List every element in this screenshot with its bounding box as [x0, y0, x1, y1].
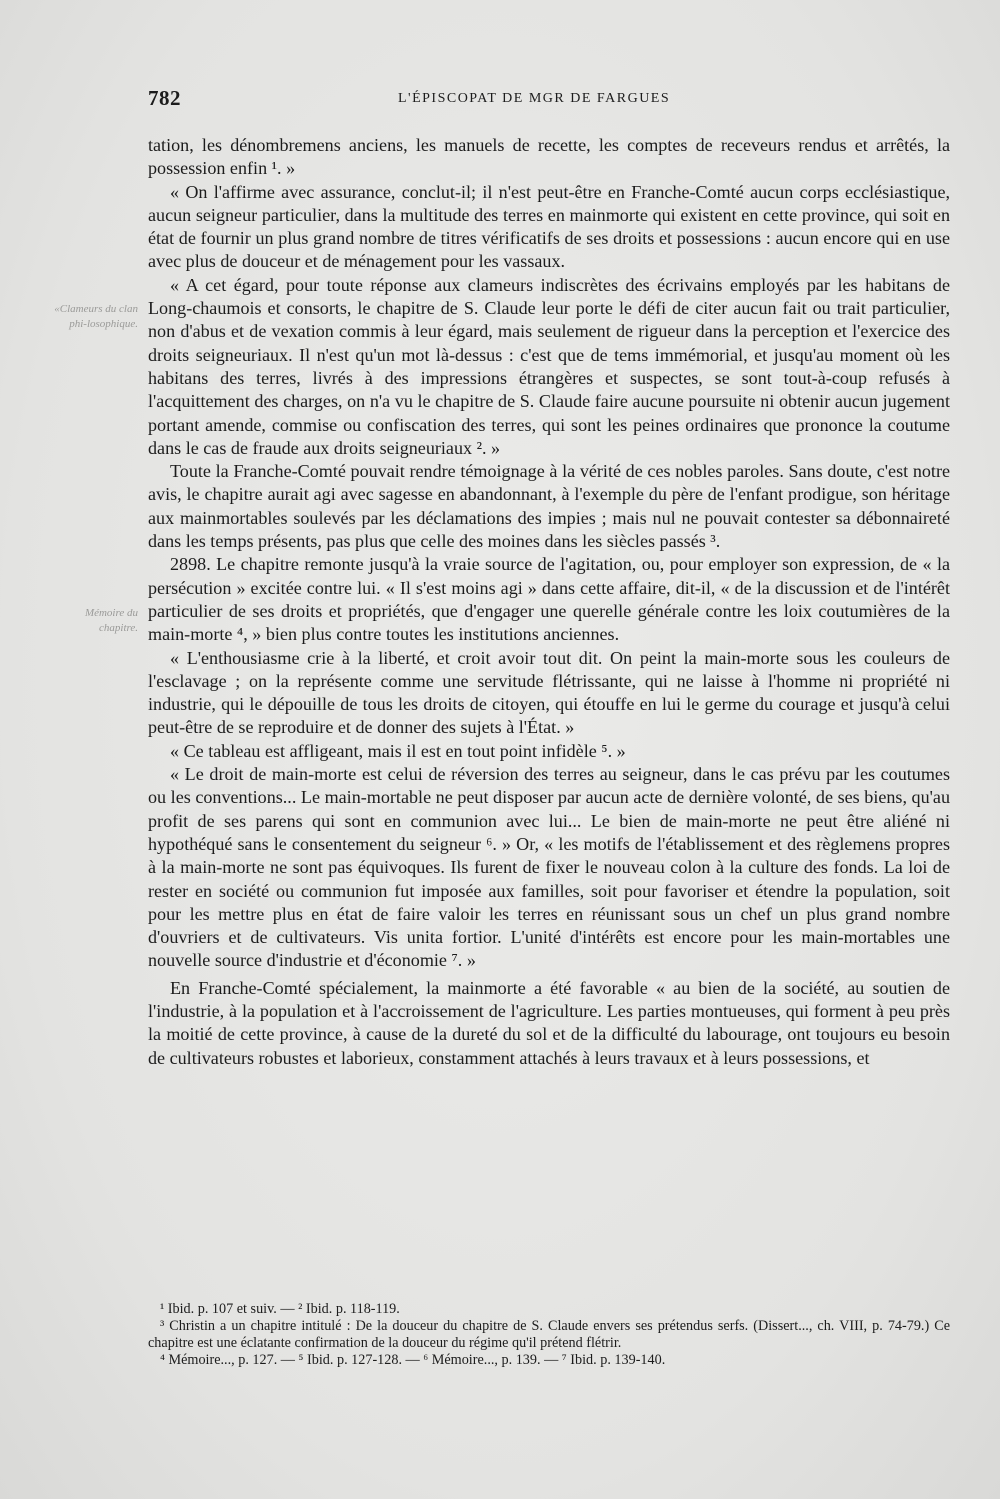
footnote: ³ Christin a un chapitre intitulé : De la douceur du chapitre de S. Claude envers ses prétendus serfs. (Dissert..., ch. VIII, p. 74-79.) Ce chapitre est une éclatante confirmation de la douceur du régime qu'il prétend flétrir.: [148, 1318, 950, 1351]
footnote: ⁴ Mémoire..., p. 127. — ⁵ Ibid. p. 127-128. — ⁶ Mémoire..., p. 139. — ⁷ Ibid. p. 139-140.: [160, 1352, 666, 1368]
paragraph: « A cet égard, pour toute réponse aux clameurs indiscrètes des écrivains employés par les habitans de Long-chaumois et consorts, le chapitre de S. Claude leur porte le défi de citer aucun fait ou trait particulier, non d'abus et de vexation commis à leur égard, mais seulement de rigueur dans la perception et l'exercice des droits seigneuriaux. Il n'est qu'un mot là-dessus : c'est que de tems immémorial, et jusqu'au moment où les habitans des terres, livrés à des impressions étrangères et suspectes, se sont tout-à-coup refusés à l'acquittement des charges, on n'a vu le chapitre de S. Claude faire aucune poursuite ni obtenir aucun jugement portant amende, commise ou confiscation des terres, qui sont les peines ordinaires que prononce la coutume dans le cas de fraude aux droits seigneuriaux ². »: [148, 274, 950, 458]
margin-note: Mémoire du chapitre.: [84, 607, 138, 634]
footnote: ¹ Ibid. p. 107 et suiv. — ² Ibid. p. 118-119.: [160, 1301, 400, 1317]
paragraph: tation, les dénombremens anciens, les manuels de recette, les comptes de receveurs rendus et arrêtés, la possession enfin ¹. »: [148, 135, 950, 179]
main-text: [148, 134, 950, 1070]
margin-note: «Clameurs du clan phi-losophique.: [54, 303, 138, 330]
paragraph: En Franche-Comté spécialement, la mainmorte a été favorable « au bien de la société, au soutien de l'industrie, à la population et à l'accroissement de l'agriculture. Les parties montueuses, qui forment à peu près la moitié de cette province, à cause de la dureté du sol et de la difficulté du labourage, ont toujours eu besoin de cultivateurs robustes et laborieux, constamment attachés à leurs travaux et à leurs possessions, et: [148, 977, 950, 1068]
paragraph: « Le droit de main-morte est celui de réversion des terres au seigneur, dans le cas prévu par les coutumes ou les conventions... Le main-mortable ne peut disposer par aucun acte de dernière volonté, de ses biens, qu'au profit de ses parens qui sont en communion avec lui... Le bien de main-morte ne peut être aliéné ni hypothéqué sans le consentement du seigneur ⁶. » Or, « les motifs de l'établissement et des règlemens propres à la main-morte ne sont pas équivoques. Ils furent de fixer le nouveau colon à la culture des fonds. La loi de rester en société ou communion fut imposée aux familles, soit pour favoriser et étendre la population, soit pour les mettre plus en état de faire valoir les terres en réunissant sous un chef un plus grand nombre d'ouvriers et de cultivateurs. Vis unita fortior. L'unité d'intérêts est encore pour les main-mortables une nouvelle source d'industrie et d'économie ⁷. »: [148, 764, 950, 971]
footnotes: [148, 1301, 950, 1369]
paragraph: 2898. Le chapitre remonte jusqu'à la vraie source de l'agitation, ou, pour employer son expression, de « la persécution » excitée contre lui. « Il s'est moins agi » dans cette affaire, dit-il, « de la discussion et de l'intérêt particulier de ses droits et propriétés, que d'engager une querelle générale contre les loix coutumières de la main-morte ⁴, » bien plus contre toutes les institutions anciennes.: [148, 554, 950, 645]
paragraph: « Ce tableau est affligeant, mais il est en tout point infidèle ⁵. »: [170, 740, 626, 761]
page-header: [148, 86, 948, 116]
paragraph: Toute la Franche-Comté pouvait rendre témoignage à la vérité de ces nobles paroles. Sans doute, c'est notre avis, le chapitre aurait agi avec sagesse en abandonnant, à l'exemple du père de l'enfant prodigue, son héritage aux mainmortables soulevés par les déclamations des impies ; mais nul ne pouvait contester sa débonnaireté dans les temps présents, pas plus que celle des moines dans les siècles passés ³.: [148, 461, 950, 552]
paragraph: « L'enthousiasme crie à la liberté, et croit avoir tout dit. On peint la main-morte sous les couleurs de l'esclavage ; on la représente comme une servitude flétrissante, qui ne laisse à l'homme ni propriété ni industrie, qui le dépouille de tous les droits de citoyen, qui étouffe en lui le germe du courage et jusqu'à celui peut-être de se reproduire et de donner des sujets à l'État. »: [148, 647, 950, 738]
running-title: L'ÉPISCOPAT DE MGR DE FARGUES: [398, 91, 671, 106]
page-number: 782: [148, 86, 181, 110]
paragraph: « On l'affirme avec assurance, conclut-il; il n'est peut-être en Franche-Comté aucun corps ecclésiastique, aucun seigneur particulier, dans la multitude des terres en mainmorte qui existent en cette province, qui soit en état de fournir un plus grand nombre de titres vérificatifs de ses droits et possessions : aucun encore qui en use avec plus de douceur et de ménagement pour les vassaux.: [148, 181, 950, 272]
